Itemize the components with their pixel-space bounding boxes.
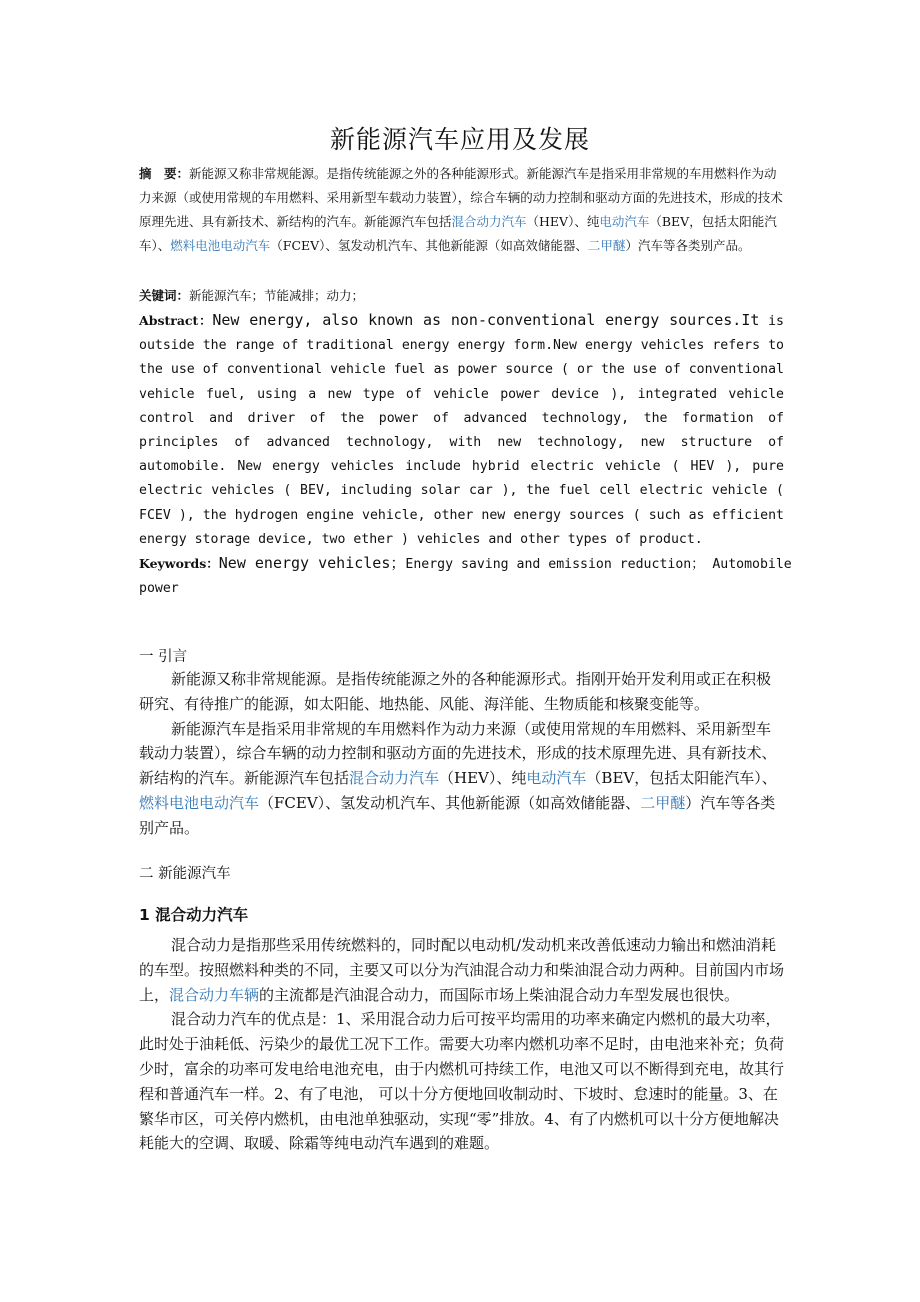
- abstract-cn-text: 新能源又称非常规能源。是指传统能源之外的各种能源形式。新能源汽车是指采用非常规的车用燃料作为动力来源（或使用常规的车用燃料、采用新型车载动力装置），综合车辆的动力控制和驱动方面的先进技术，形成的技术原理先进、具有新技术、新结构的汽车。新能源汽车包括: [139, 166, 783, 229]
- keywords-en: [139, 551, 809, 601]
- abstract-cn-label: 摘 要：: [139, 166, 190, 181]
- link-fuel-cell-vehicle[interactable]: 燃料电池电动汽车: [139, 793, 260, 812]
- intro-text: （BEV，包括太阳能汽车）、: [586, 769, 777, 788]
- keywords-cn-label: 关键词：: [139, 288, 190, 303]
- link-electric-vehicle[interactable]: 电动汽车: [526, 769, 587, 788]
- intro-text: （HEV）、纯: [439, 769, 527, 788]
- link-hybrid-vehicle[interactable]: 混合动力汽车: [349, 769, 440, 788]
- section-heading-intro: 一 引言: [139, 649, 188, 665]
- hybrid-text: 的主流都是汽油混合动力，而国际市场上柴油混合动力车型发展也很快。: [259, 985, 740, 1004]
- keywords-en-first: New energy vehicles；: [218, 554, 406, 572]
- abstract-cn: [139, 162, 784, 258]
- abstract-cn-text: （HEV）、纯: [526, 214, 600, 229]
- abstract-en-label: Abstract：: [139, 313, 213, 328]
- keywords-cn-text: 新能源汽车；节能减排；动力；: [189, 288, 365, 303]
- abstract-en: [139, 308, 784, 552]
- abstract-en-first: New energy, also known as non-conventional energy sources.It: [212, 311, 760, 329]
- hybrid-paragraph-1: [139, 933, 784, 1007]
- hybrid-text: 混合动力是指那些采用传统燃料的，同时配以电动机/发动机来改善低速动力输出和燃油消耗的车型。按照燃料种类的不同，主要又可以分为汽油混合动力和柴油混合动力两种。目前国内市场上，: [139, 936, 785, 1004]
- hybrid-paragraph-2: 混合动力汽车的优点是：1、采用混合动力后可按平均需用的功率来确定内燃机的最大功率，此时处于油耗低、污染少的最优工况下工作。需要大功率内燃机功率不足时，由电池来补充；负荷少时，富余的功率可发电给电池充电，由于内燃机可持续工作，电池又可以不断得到充电，故其行程和普通汽车一样。2、有了电池， 可以十分方便地回收制动时、下坡时、怠速时的能量。3、在繁华市区，可关停内燃机，由电池单独驱动，实现“零”排放。4、有了内燃机可以十分方便地解决耗能大的空调、取暖、除霜等纯电动汽车遇到的难题。: [139, 1010, 785, 1153]
- link-electric-vehicle[interactable]: 电动汽车: [599, 214, 650, 229]
- abstract-cn-text: （BEV，包括太阳能汽车）、: [139, 214, 777, 253]
- section-intro-body: [139, 667, 784, 841]
- intro-paragraph-2: [139, 717, 784, 841]
- keywords-en-label: Keywords：: [139, 556, 219, 571]
- link-dimethyl-ether[interactable]: 二甲醚: [640, 793, 686, 812]
- link-dimethyl-ether[interactable]: 二甲醚: [587, 238, 626, 253]
- abstract-cn-text: ）汽车等各类别产品。: [625, 238, 751, 253]
- intro-paragraph-1: 新能源又称非常规能源。是指传统能源之外的各种能源形式。指刚开始开发利用或正在积极研究、有待推广的能源，如太阳能、地热能、风能、海洋能、生物质能和核聚变能等。: [139, 670, 772, 713]
- document-title: 新能源汽车应用及发展: [329, 125, 590, 154]
- link-hybrid-vehicle[interactable]: 混合动力汽车: [451, 214, 527, 229]
- keywords-en-text: Energy saving and emission reduction； Automobile power: [139, 557, 792, 597]
- abstract-cn-text: （FCEV）、氢发动机汽车、其他新能源（如高效储能器、: [270, 238, 588, 253]
- link-hybrid-vehicles[interactable]: 混合动力车辆: [169, 985, 260, 1004]
- section-hybrid-body: [139, 933, 784, 1156]
- section-heading-nev: 二 新能源汽车: [139, 866, 231, 882]
- intro-text: ）汽车等各类别产品。: [139, 793, 776, 837]
- keywords-cn: [139, 284, 784, 308]
- intro-text: （FCEV）、氢发动机汽车、其他新能源（如高效储能器、: [259, 793, 641, 812]
- intro-text: 新能源汽车是指采用非常规的车用燃料作为动力来源（或使用常规的车用燃料、采用新型车载动力装置），综合车辆的动力控制和驱动方面的先进技术，形成的技术原理先进、具有新技术、新结构的汽车。新能源汽车包括: [139, 719, 777, 788]
- link-fuel-cell-vehicle[interactable]: 燃料电池电动汽车: [170, 238, 271, 253]
- subsection-heading-hybrid: 1 混合动力汽车: [139, 906, 249, 924]
- abstract-en-text: is outside the range of traditional energy energy form.New energy vehicles refers to the use of conventional vehicle fuel as power source ( or the use of conventional vehicle fuel, using a new type of vehicle power device ), integrated vehicle control and driver of the power of advanced technology, the formation of principles of advanced technology, with new technology, new structure of automobile. New energy vehicles include hybrid electric vehicle ( HEV ), pure electric vehicles ( BEV, including solar car ), the fuel cell electric vehicle ( FCEV ), the hydrogen engine vehicle, other new energy sources ( such as efficient energy storage device, two ether ) vehicles and other types of product.: [139, 314, 784, 547]
